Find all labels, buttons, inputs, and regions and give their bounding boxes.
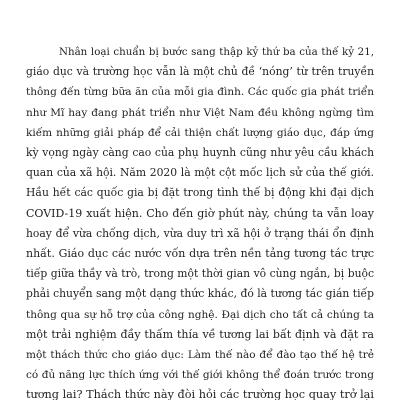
paragraph-line: kiếm những giải pháp để cải thiện chất lượng giáo dục, đáp ứng (26, 126, 374, 139)
paragraph-line: phải chuyển sang một dạng thức khác, đó là tương tác gián tiếp (26, 287, 374, 301)
paragraph-line: Hầu hết các quốc gia bị đặt trong tình thế bị động khi đại dịch (26, 186, 374, 200)
body-paragraph (26, 42, 374, 400)
paragraph-line: kỳ vọng ngày càng cao của phụ huynh cũng như yêu cầu khách (26, 146, 374, 160)
paragraph-line: một trải nghiệm đầy thấm thía về tương lai bất định và đặt ra (26, 327, 374, 341)
paragraph-line: như Mĩ hay đang phát triển như Việt Nam đều không ngừng tìm (26, 106, 374, 119)
paragraph-line: COVID-19 xuất hiện. Cho đến giờ phút này, chúng ta vẫn loay (26, 206, 374, 220)
paragraph-line: một thách thức cho giáo dục: Làm thế nào để đào tạo thế hệ trẻ (26, 349, 374, 362)
paragraph-line: có đủ năng lực thích ứng với thế giới không thể đoán trước trong (26, 369, 374, 382)
paragraph-line: giáo dục và trường học vẫn là một chủ đề ‘nóng’ từ trên truyền (26, 65, 374, 79)
paragraph-line: hoay để vừa chống dịch, vừa duy trì xã hội ở trạng thái ổn định (26, 226, 374, 240)
paragraph-line: thông qua sự hỗ trợ của công nghệ. Đại dịch cho tất cả chúng ta (26, 308, 374, 321)
paragraph-line: nhất. Giáo dục các nước vốn dựa trên nền tảng tương tác trực (26, 247, 374, 261)
paragraph-line: Nhân loại chuẩn bị bước sang thập kỷ thứ ba của thế kỷ 21, (59, 46, 374, 58)
paragraph-line: thông đến từng bữa ăn của mỗi gia đình. Các quốc gia phát triển (26, 86, 374, 99)
paragraph-line: tiếp giữa thầy và trò, trong một thời gian vô cùng ngắn, bị buộc (26, 267, 374, 281)
paragraph-line: quan của xã hội. Năm 2020 là một cột mốc lịch sử của thế giới. (26, 166, 374, 180)
paragraph-line: tương lai? Thách thức này đòi hỏi các trường học quay trở lại (26, 388, 374, 400)
